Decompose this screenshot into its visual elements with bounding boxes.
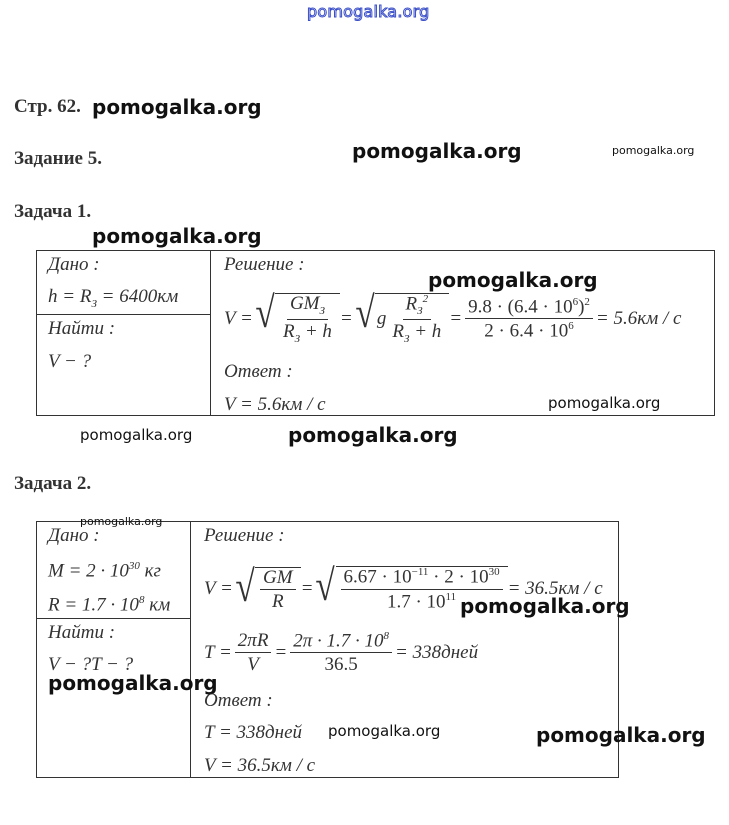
task2-answer-label: Ответ : xyxy=(204,690,273,711)
task1-given-h: $h = R_З = 6400км$ xyxy=(48,286,179,310)
task1-answer-value: V = 5.6км / с xyxy=(224,394,326,415)
watermark: pomogalka.org xyxy=(548,394,661,412)
task1-given-label: Дано : xyxy=(48,254,100,275)
task2-v-result: = 36.5км / с xyxy=(507,578,603,599)
watermark-top: pomogalka.org xyxy=(307,2,430,21)
watermark: pomogalka.org xyxy=(80,515,163,528)
watermark: pomogalka.org xyxy=(352,139,522,163)
watermark: pomogalka.org xyxy=(48,671,218,695)
task1-find-label: Найти : xyxy=(48,318,116,339)
task2-t-formula: T = $\frac{2\pi R}{V}$ = $\frac{2\pi \cdot 1.7 \cdot 10^8}{36.5}$ = 338дней xyxy=(204,629,479,676)
task1-solution-label: Решение : xyxy=(224,254,305,275)
task2-find-value: V − ?T − ? xyxy=(48,654,134,675)
task2-find-label: Найти : xyxy=(48,622,116,643)
task2-given-label: Дано : xyxy=(48,525,100,546)
watermark: pomogalka.org xyxy=(80,426,193,444)
task2-v-formula: V = √ $\frac{GM}{R}$ = √ $\frac{6.67 \cdot 10^{-11} \cdot 2 \cdot 10^{30}}{1.7 \cdot 10^{11}}$ = 36.5км / с xyxy=(204,561,603,612)
task1-answer-label: Ответ : xyxy=(224,361,293,382)
task1-result: = 5.6км / с xyxy=(595,308,682,329)
task1-find-value: V − ? xyxy=(48,351,92,372)
watermark: pomogalka.org xyxy=(328,722,441,740)
task2-t-result: = 338дней xyxy=(395,642,479,663)
page-ref: Стр. 62. xyxy=(14,96,81,117)
task2-answer-t: T = 338дней xyxy=(204,722,303,743)
task2-given-m: $M = 2 \cdot 10^{30}$ кг xyxy=(48,560,161,582)
task1-formula: V = √ $\frac{GM_З}{R_З + h}$ = √ g $\frac{R_З^2}{R_З + h}$ = $\frac{9.8 \cdot (6.4 \cdot 10^6)^2}{2 \cdot 6.4 \cdot 10^6}$ = 5.6км / с xyxy=(224,287,682,345)
task2-solution-label: Решение : xyxy=(204,525,285,546)
task1-title: Задача 1. xyxy=(14,201,92,222)
assignment-title: Задание 5. xyxy=(14,148,102,169)
watermark: pomogalka.org xyxy=(288,423,458,447)
watermark: pomogalka.org xyxy=(460,594,630,618)
task2-answer-v: V = 36.5км / с xyxy=(204,755,316,776)
watermark: pomogalka.org xyxy=(536,723,706,747)
task2-title: Задача 2. xyxy=(14,473,92,494)
watermark: pomogalka.org xyxy=(612,144,695,157)
task2-given-r: $R = 1.7 \cdot 10^8$ км xyxy=(48,594,171,616)
watermark: pomogalka.org xyxy=(92,95,262,119)
watermark: pomogalka.org xyxy=(428,268,598,292)
watermark: pomogalka.org xyxy=(92,224,262,248)
